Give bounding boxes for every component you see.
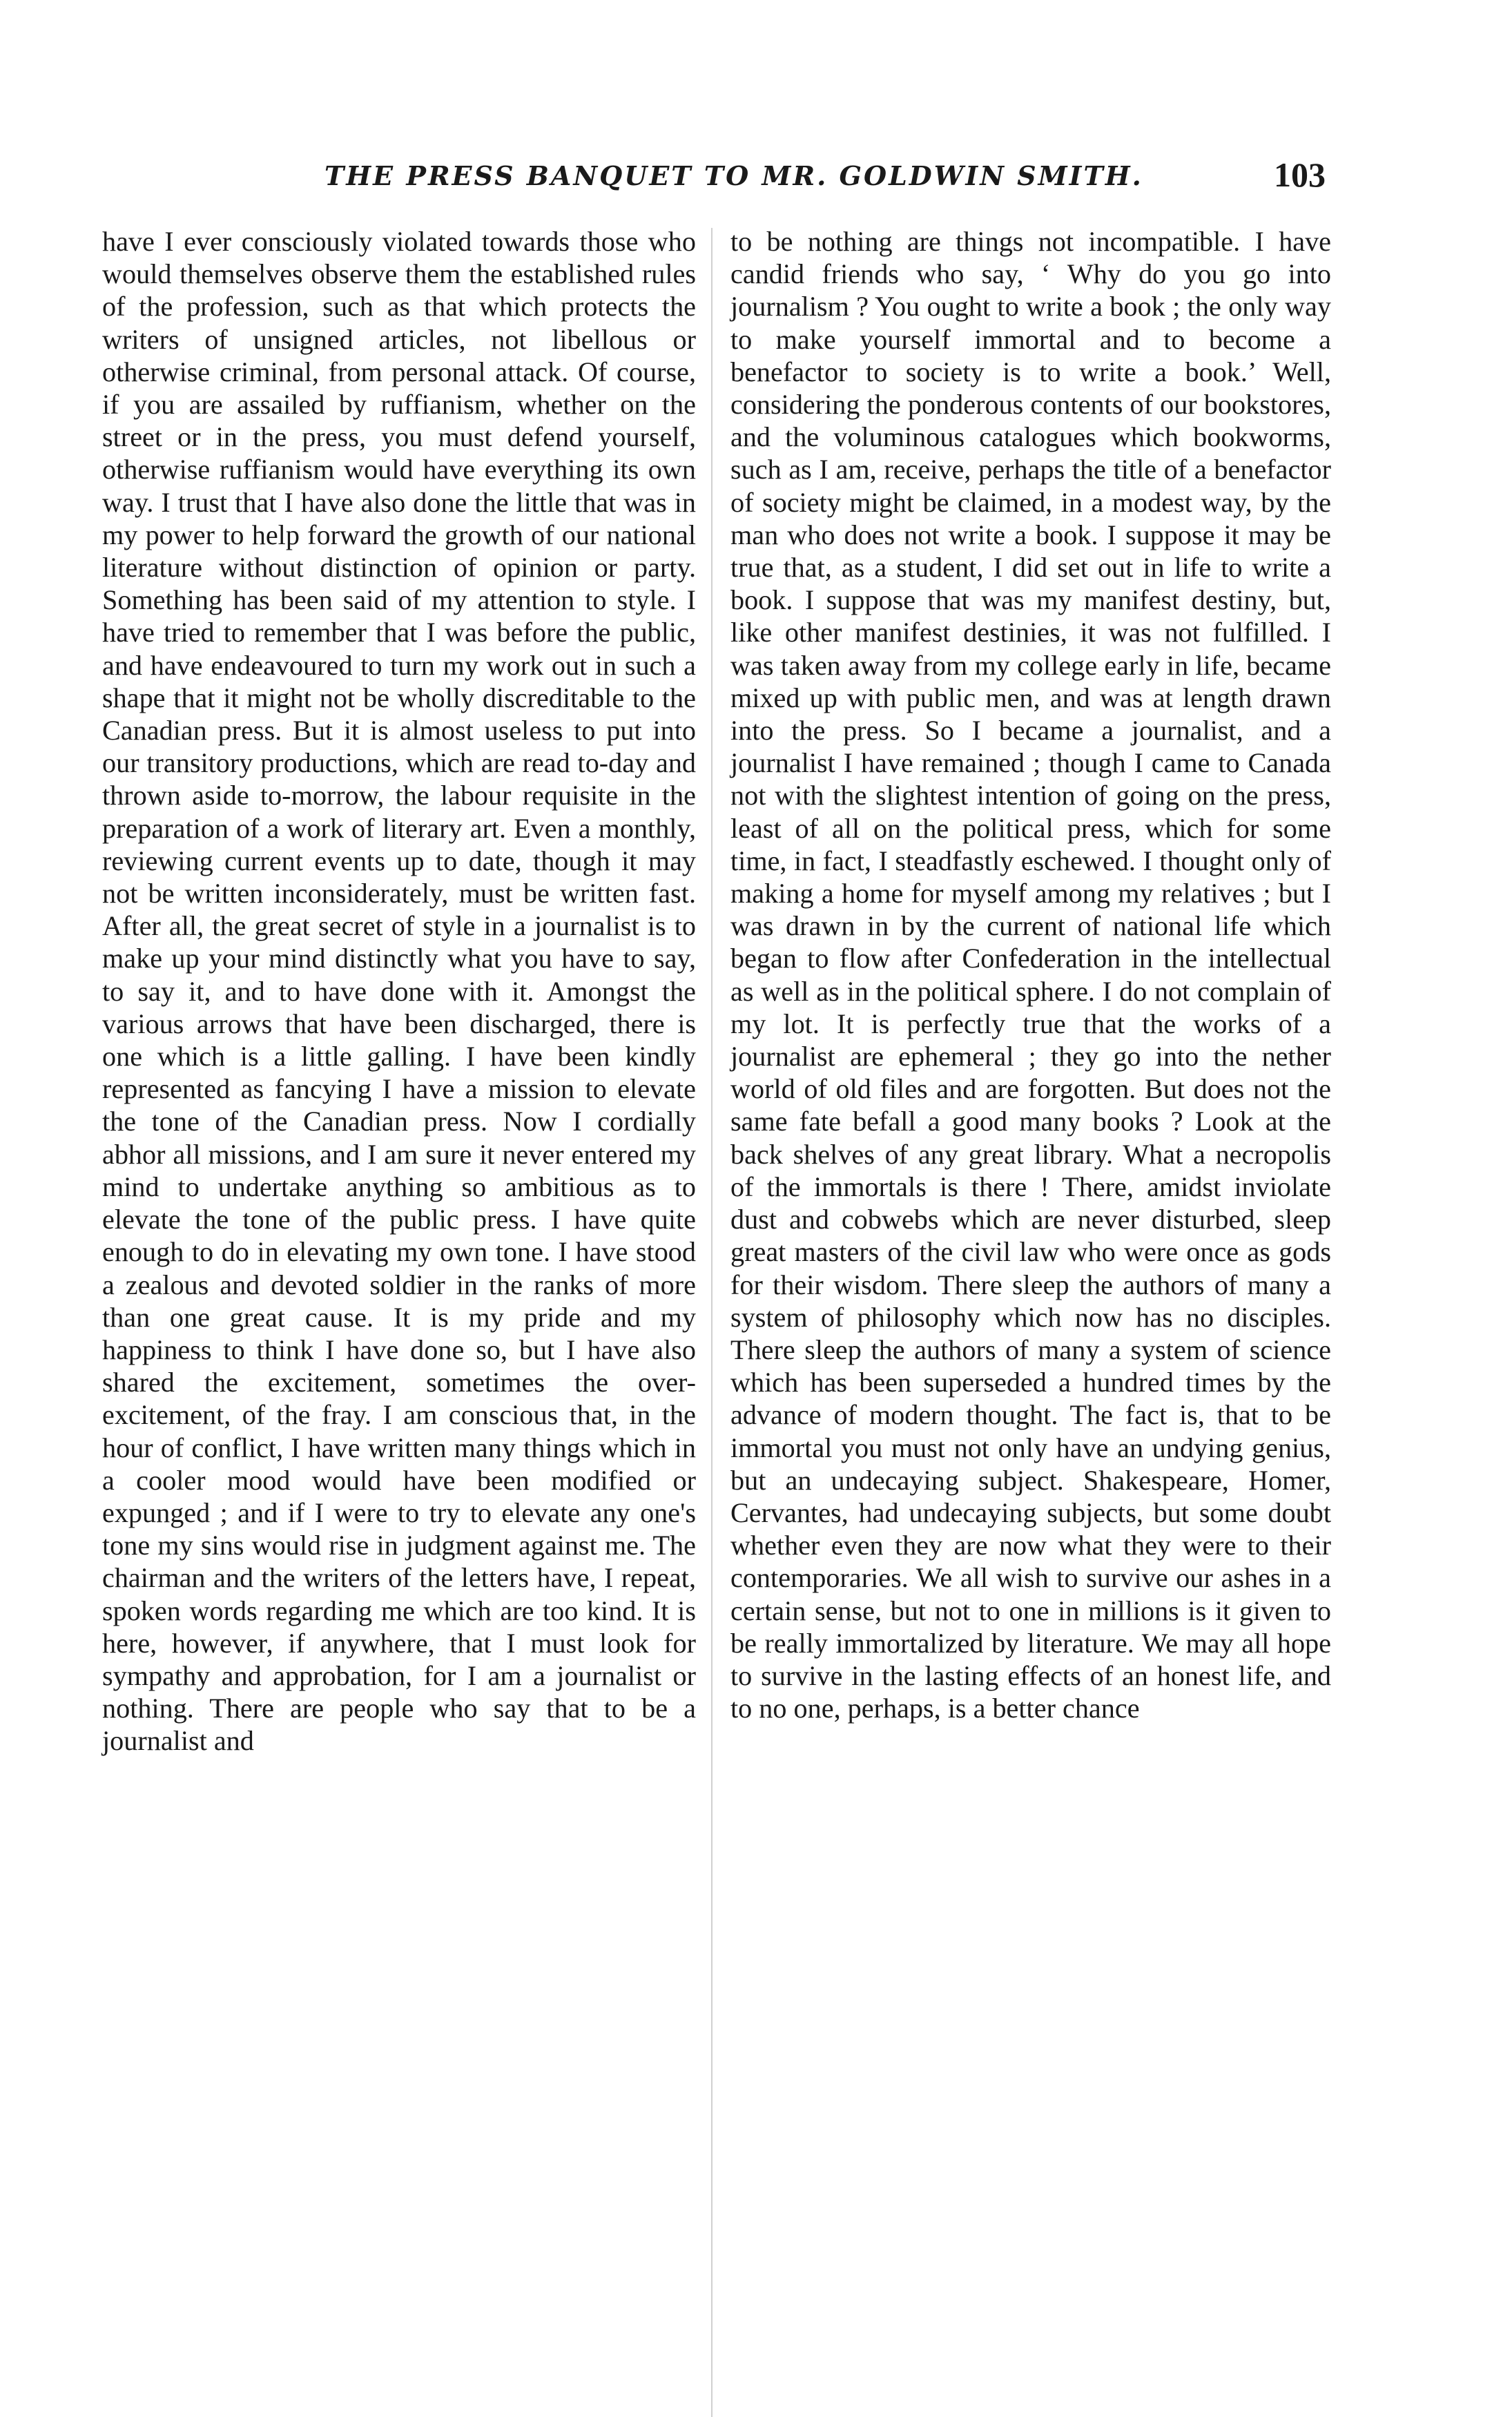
right-column-text: to be nothing are things not incompatible. I have candid friends who say, ‘ Why do you go into journalism ? You ought to write a book ; the only way to make yourself immortal and to become a benefactor to society is to write a book.’ Well, considering the ponderous contents of our bookstores, and the voluminous catalogues which bookworms, such as I am, receive, perhaps the title of a benefactor of society might be claimed, in a modest way, by the man who does not write a book. I suppose it may be true that, as a student, I did set out in life to write a book. I suppose that was my manifest destiny, but, like other manifest destinies, it was not fulfilled. I was taken away from my college early in life, became mixed up with public men, and was at length drawn into the press. So I became a journalist, and a journalist I have remained ; though I came to Canada not with the slightest intention of going on the press, least of all on the political press, which for some time, in fact, I steadfastly eschewed. I thought only of making a home for myself among my relatives ; but I was drawn in by the current of national life which began to flow after Confederation in the intellectual as well as in the political sphere. I do not complain of my lot. It is perfectly true that the works of a journalist are ephemeral ; they go into the nether world of old files and are forgotten. But does not the same fate befall a good many books ? Look at the back shelves of any great library. What a necropolis of the immortals is there ! There, amidst inviolate dust and cobwebs which are never disturbed, sleep great masters of the civil law who were once as gods for their wisdom. There sleep the authors of many a system of philosophy which now has no disciples. There sleep the authors of many a system of science which has been superseded a hundred times by the advance of modern thought. The fact is, that to be immortal you must not only have an undying genius, but an undecaying subject. Shakespeare, Homer, Cervantes, had undecaying subjects, but some doubt whether even they are now what they were to their contemporaries. We all wish to survive our ashes in a certain sense, but not to one in millions is it given to be really immortalized by literature. We may all hope to survive in the lasting effects of an honest life, and to no one, perhaps, is a better chance [730,226,1331,1724]
left-column [102,225,696,1758]
left-column-text: have I ever consciously violated towards those who would themselves observe them the established rules of the profession, such as that which protects the writers of unsigned articles, not libellous or otherwise criminal, from personal attack. Of course, if you are assailed by ruffianism, whether on the street or in the press, you must defend yourself, otherwise ruffianism would have everything its own way. I trust that I have also done the little that was in my power to help forward the growth of our national literature without distinction of opinion or party. Something has been said of my attention to style. I have tried to remember that I was before the public, and have endeavoured to turn my work out in such a shape that it might not be wholly discreditable to the Canadian press. But it is almost useless to put into our transitory productions, which are read to-day and thrown aside to-morrow, the labour requisite in the preparation of a work of literary art. Even a monthly, reviewing current events up to date, though it may not be written inconsiderately, must be written fast. After all, the great secret of style in a journalist is to make up your mind distinctly what you have to say, to say it, and to have done with it. Amongst the various arrows that have been discharged, there is one which is a little galling. I have been kindly represented as fancying I have a mission to elevate the tone of the Canadian press. Now I cordially abhor all missions, and I am sure it never entered my mind to undertake anything so ambitious as to elevate the tone of the public press. I have quite enough to do in elevating my own tone. I have stood a zealous and devoted soldier in the ranks of more than one great cause. It is my pride and my happiness to think I have done so, but I have also shared the excitement, sometimes the over-excitement, of the fray. I am conscious that, in the hour of conflict, I have written many things which in a cooler mood would have been modified or expunged ; and if I were to try to elevate any one's tone my sins would rise in judgment against me. The chairman and the writers of the letters have, I repeat, spoken words regarding me which are too kind. It is here, however, if anywhere, that I must look for sympathy and approbation, for I am a journalist or nothing. There are people who say that to be a journalist and [102,226,696,1757]
running-title: THE PRESS BANQUET TO MR. GOLDWIN SMITH. [324,160,1143,191]
right-column [730,225,1331,1724]
column-divider [711,228,713,2417]
running-head [324,155,1326,209]
page-number: 103 [1274,155,1326,194]
